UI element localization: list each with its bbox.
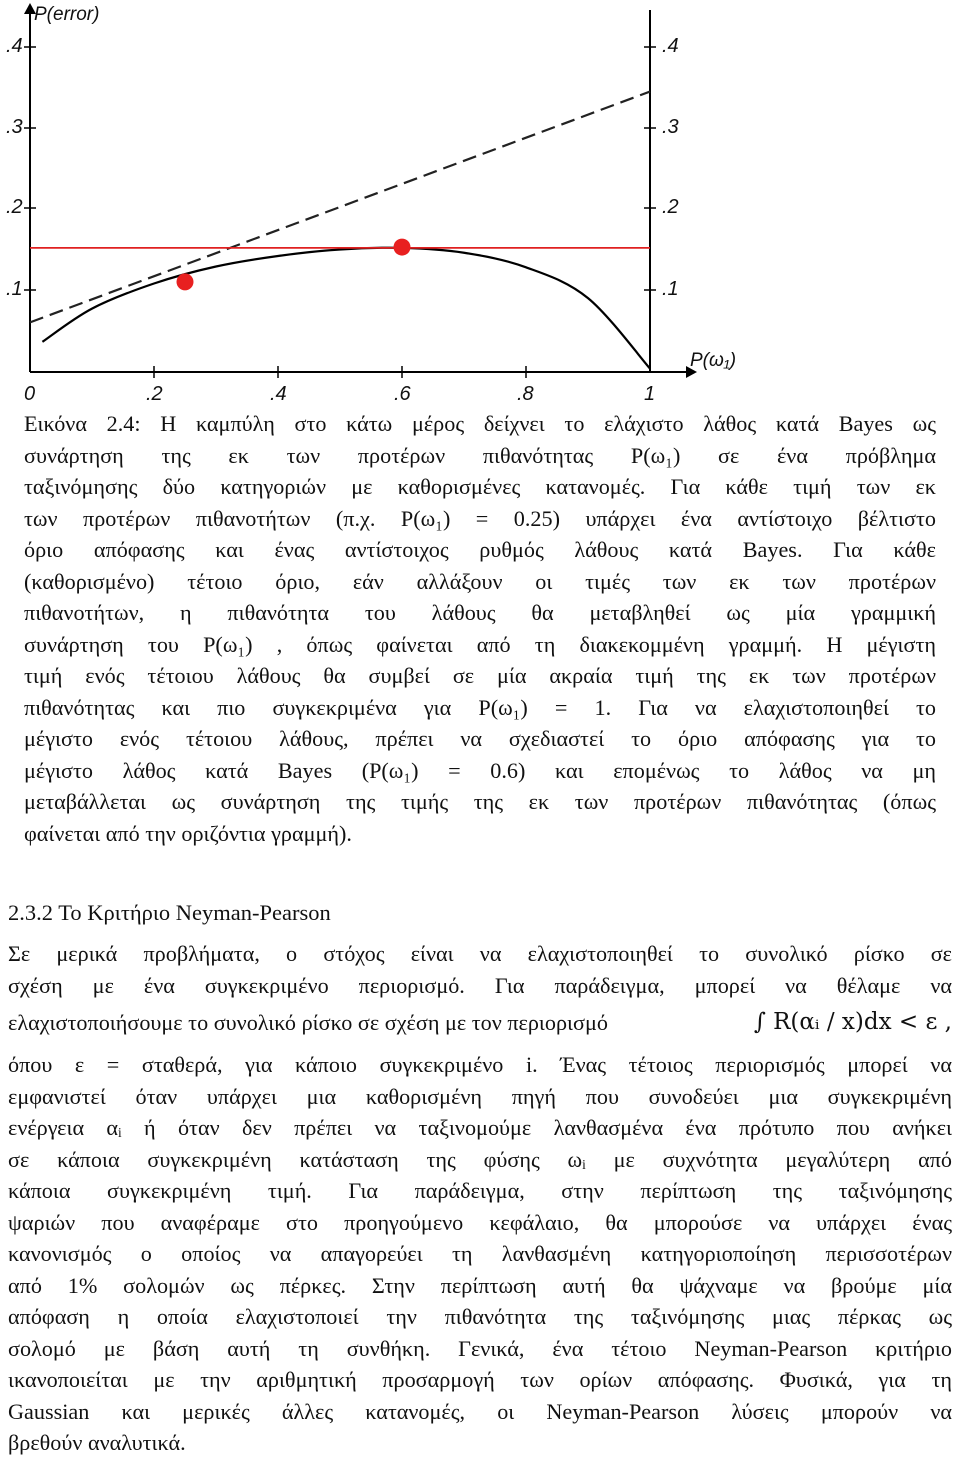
y-axis-label: P(error): [34, 4, 100, 25]
section-title: 2.3.2 Το Κριτήριο Neyman-Pearson: [8, 900, 331, 925]
x-tick-label: .4: [270, 383, 287, 405]
highlighted-point: [177, 273, 194, 290]
body-paragraph: [8, 938, 952, 1459]
body-line: βρεθούν αναλυτικά.: [8, 1430, 186, 1455]
y-tick-label-right: .2: [662, 196, 679, 218]
y-tick-label-left: .2: [6, 196, 23, 218]
body-line: όπου ε = σταθερά, για κάποιο συγκεκριμένο i. Ένας τέτοιος περιορισμός μπορεί να: [8, 1052, 952, 1077]
caption-line: Εικόνα 2.4: Η καμπύλη στο κάτω μέρος δείχνει το ελάχιστο λάθος κατά Bayes ως: [24, 411, 936, 436]
caption-line: των προτέρων πιθανοτήτων (π.χ. P(ω₁) = 0.25) υπάρχει ένα αντίστοιχο βέλτιστο: [24, 505, 936, 531]
body-line: σολομό με βάση αυτή τη συνθήκη. Γενικά, ένα τέτοιο Neyman-Pearson κριτήριο: [8, 1335, 952, 1361]
caption-line: συνάρτηση της εκ των προτέρων πιθανότητας P(ω₁) σε ένα πρόβλημα: [24, 442, 936, 468]
caption-line: μεταβάλλεται ως συνάρτηση της τιμής της εκ των προτέρων πιθανότητας (όπως: [24, 789, 936, 814]
y-tick-label-left: .4: [6, 35, 23, 57]
body-line: ενέργεια αᵢ ή όταν δεν πρέπει να ταξινομούμε λανθασμένα ένα πρότυπο που ανήκει: [8, 1115, 952, 1140]
body-line: ικανοποιείται με την αριθμητική προσαρμογή των ορίων απόφασης. Φυσικά, για τη: [8, 1367, 952, 1392]
body-line: σε κάποια συγκεκριμένη κατάσταση της φύσης ωᵢ με συχνότητα μεγαλύτερη από: [8, 1146, 952, 1172]
plot-area: [30, 92, 650, 369]
caption-line: πιθανοτήτων, η πιθανότητα του λάθους θα μεταβληθεί ως μία γραμμική: [24, 600, 936, 625]
x-tick-label: .6: [394, 383, 411, 405]
caption-line: (καθορισμένο) τέτοιο όριο, εάν αλλάξουν οι τιμές των εκ των προτέρων: [24, 568, 936, 594]
caption-line: μέγιστο ενός τέτοιου λάθους, πρέπει να σχεδιαστεί το όριο απόφασης για το: [24, 726, 936, 751]
x-tick-label: 1: [644, 383, 656, 405]
caption-line: συνάρτηση του P(ω₁) , όπως φαίνεται από τη διακεκομμένη γραμμή. Η μέγιστη: [24, 631, 936, 657]
x-tick-label: .2: [146, 383, 163, 405]
caption-line: φαίνεται από την οριζόντια γραμμή).: [24, 820, 352, 846]
x-tick-label: .8: [517, 383, 534, 405]
body-line: κάποια συγκεκριμένη τιμή. Για παράδειγμα, στην περίπτωση της ταξινόμησης: [8, 1178, 952, 1203]
body-line: Gaussian και μερικές άλλες κατανομές, οι Neyman-Pearson λύσεις μπορούν να: [8, 1398, 952, 1424]
y-tick-label-right: .4: [662, 35, 679, 57]
caption-line: τιμή ενός τέτοιου λάθους θα συμβεί σε μία ακραία τιμή της εκ των προτέρων: [24, 663, 936, 688]
body-line: κανονισμός ο οποίος να απαγορεύει τη λανθασμένη κατηγοριοποίηση περισσοτέρων: [8, 1241, 952, 1266]
y-tick-label-left: .1: [6, 278, 23, 300]
body-line: απόφαση η οποία ελαχιστοποιεί την πιθανότητα της ταξινόμησης μιας πέρκας ως: [8, 1304, 952, 1329]
dashed-linear-error-line: [30, 92, 650, 323]
body-line: Σε μερικά προβλήματα, ο στόχος είναι να ελαχιστοποιηθεί το συνολικό ρίσκο σε: [8, 941, 952, 966]
caption-line: πιθανότητας και πιο συγκεκριμένα για P(ω₁) = 1. Για να ελαχιστοποιηθεί το: [24, 694, 936, 720]
caption-line: μέγιστο λάθος κατά Bayes (P(ω₁) = 0.6) και επομένως το λάθος να μη: [24, 757, 936, 783]
x-axis-label: P(ω₁): [690, 350, 737, 371]
body-text: ελαχιστοποιήσουμε το συνολικό ρίσκο σε σχέση με τον περιορισμό: [8, 1010, 608, 1036]
highlighted-point: [394, 239, 411, 256]
figure-caption: [24, 408, 936, 849]
caption-line: ταξινόμησης δύο κατηγοριών με καθορισμένες κατανομές. Για κάθε τιμή των εκ: [24, 474, 936, 499]
bayes-error-curve: [42, 248, 650, 369]
x-tick-label: 0: [24, 383, 36, 405]
y-tick-label-left: .3: [6, 116, 23, 138]
caption-line: όριο απόφασης και ένας αντίστοιχος ρυθμός λάθους κατά Bayes. Για κάθε: [24, 537, 936, 562]
constraint-formula: ∫ R(αᵢ / x)dx < ε ,: [753, 1009, 952, 1036]
y-tick-marks: [24, 47, 656, 290]
bayes-error-figure: [0, 0, 960, 410]
y-tick-label-right: .1: [662, 278, 679, 300]
body-line: ψαριών που αναφέραμε στο προηγούμενο κεφάλαιο, θα μπορούσε να υπάρχει ένας: [8, 1209, 952, 1235]
y-tick-label-right: .3: [662, 116, 679, 138]
body-line-with-formula: [8, 1001, 952, 1045]
body-line: εμφανιστεί όταν υπάρχει μια καθορισμένη πηγή που συνοδεύει μια συγκεκριμένη: [8, 1083, 952, 1109]
body-line: σχέση με ένα συγκεκριμένο περιορισμό. Για παράδειγμα, μπορεί να θέλαμε να: [8, 972, 952, 998]
body-line: από 1% σολομών ως πέρκες. Στην περίπτωση αυτή θα ψάχναμε να βρούμε μία: [8, 1272, 952, 1298]
